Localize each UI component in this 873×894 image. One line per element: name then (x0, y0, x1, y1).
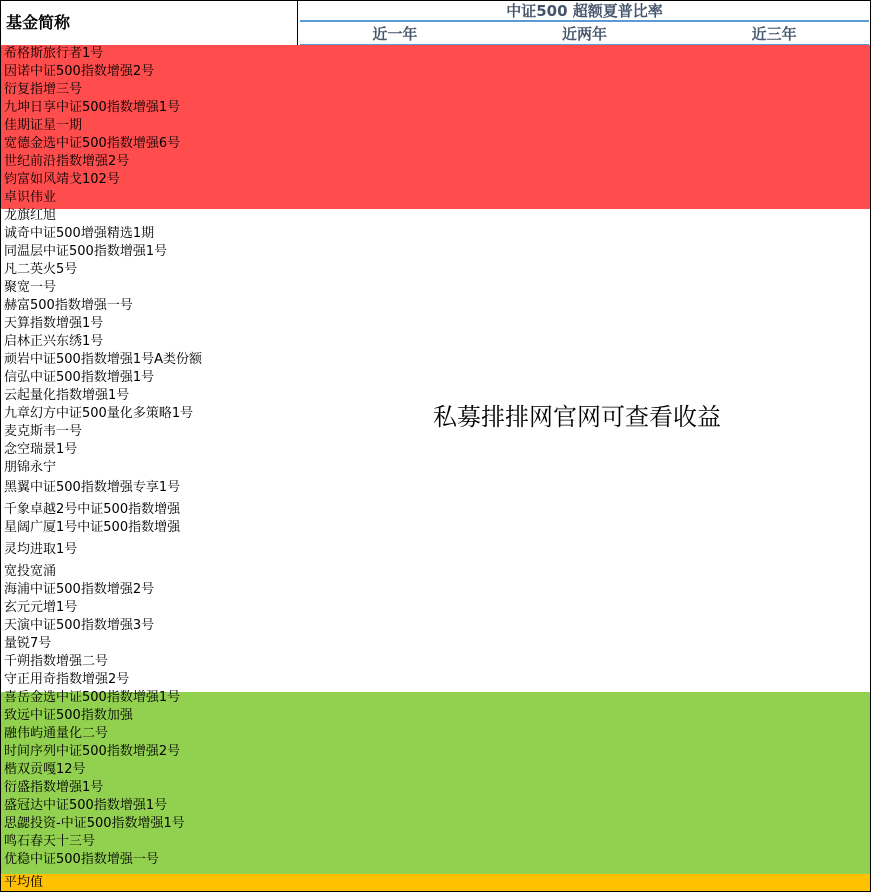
fund-row: 诚奇中证500增强精选1期 (4, 226, 155, 241)
fund-row: 凡二英火5号 (4, 262, 78, 277)
period-1y-header: 近一年 (372, 25, 418, 43)
fund-row: 钧富如风靖戈102号 (4, 172, 120, 187)
fund-row: 宽德金选中证500指数增强6号 (4, 136, 181, 151)
fund-row: 灵均进取1号 (4, 542, 78, 557)
fund-row: 同温层中证500指数增强1号 (4, 244, 168, 259)
fund-row: 聚宽一号 (4, 280, 57, 295)
fund-row: 守正用奇指数增强2号 (4, 672, 130, 687)
fund-row: 黑翼中证500指数增强专享1号 (4, 480, 181, 495)
watermark-text: 私募排排网官网可查看收益 (433, 403, 721, 431)
fund-row: 信弘中证500指数增强1号 (4, 370, 155, 385)
fund-row: 玄元元增1号 (4, 600, 78, 615)
fund-row: 海浦中证500指数增强2号 (4, 582, 155, 597)
fund-row: 天演中证500指数增强3号 (4, 618, 155, 633)
average-row-label: 平均值 (4, 875, 44, 890)
fund-row: 鸣石春天十三号 (4, 834, 96, 849)
fund-row: 优稳中证500指数增强一号 (4, 852, 159, 867)
fund-row: 盛冠达中证500指数增强1号 (4, 798, 168, 813)
fund-row: 九坤日享中证500指数增强1号 (4, 100, 181, 115)
fund-row: 顽岩中证500指数增强1号A类份额 (4, 352, 202, 367)
fund-row: 楷双贡嘎12号 (4, 762, 86, 777)
period-3y-header: 近三年 (751, 25, 797, 43)
fund-row: 佳期证星一期 (4, 118, 83, 133)
fund-name-column-header: 基金简称 (0, 0, 298, 45)
fund-row: 念空瑞景1号 (4, 442, 78, 457)
fund-row: 希格斯旅行者1号 (4, 46, 104, 61)
fund-row: 宽投宽涌 (4, 564, 57, 579)
fund-row: 因诺中证500指数增强2号 (4, 64, 155, 79)
fund-row: 天算指数增强1号 (4, 316, 104, 331)
period-2y-header: 近两年 (562, 25, 608, 43)
fund-row: 致远中证500指数加强 (4, 708, 133, 723)
fund-row: 朋锦永宁 (4, 460, 57, 475)
fund-row: 喜岳金选中证500指数增强1号 (4, 690, 181, 705)
fund-row: 衍盛指数增强1号 (4, 780, 104, 795)
sharpe-group-header: 中证500 超额夏普比率 (300, 2, 869, 22)
fund-row: 星阔广厦1号中证500指数增强 (4, 520, 181, 535)
fund-row: 千朔指数增强二号 (4, 654, 109, 669)
fund-row: 卓识伟业 (4, 190, 57, 205)
fund-row: 龙旗红旭 (4, 208, 57, 223)
fund-row: 麦克斯韦一号 (4, 424, 83, 439)
fund-row: 九章幻方中证500量化多策略1号 (4, 406, 194, 421)
fund-row: 世纪前沿指数增强2号 (4, 154, 130, 169)
fund-row: 衍复指增三号 (4, 82, 83, 97)
fund-row: 时间序列中证500指数增强2号 (4, 744, 181, 759)
fund-row: 千象卓越2号中证500指数增强 (4, 502, 181, 517)
fund-row: 赫富500指数增强一号 (4, 298, 133, 313)
fund-row: 融伟屿通量化二号 (4, 726, 109, 741)
fund-row: 量锐7号 (4, 636, 52, 651)
fund-row: 云起量化指数增强1号 (4, 388, 130, 403)
fund-row: 思勰投资-中证500指数增强1号 (4, 816, 185, 831)
fund-row: 启林正兴东绣1号 (4, 334, 104, 349)
